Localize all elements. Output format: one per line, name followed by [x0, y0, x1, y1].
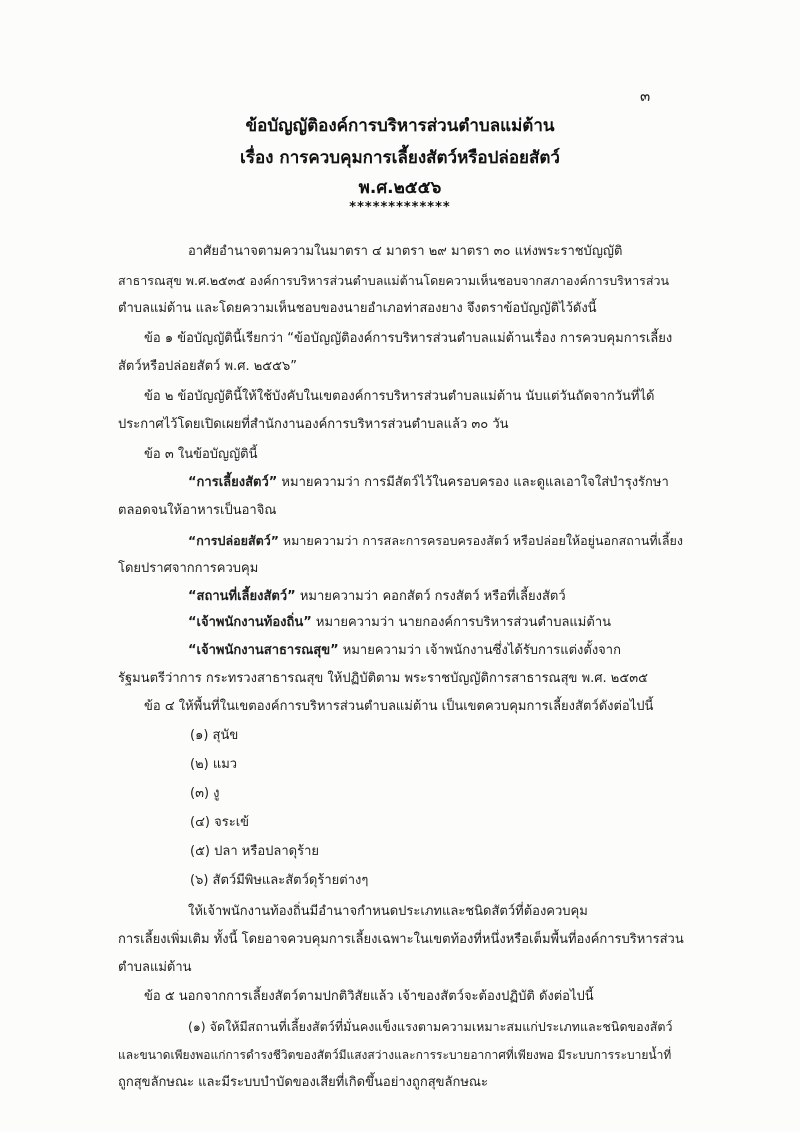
definition-text: หมายความว่า การสละการครอบครองสัตว์ หรือปล่อยให้อยู่นอกสถานที่เลี้ยง	[278, 533, 683, 548]
controlled-animal-item: (๓) งู	[190, 786, 220, 801]
document-subject: เรื่อง การควบคุมการเลี้ยงสัตว์หรือปล่อยสัตว์	[240, 148, 560, 168]
controlled-animal-item: (๔) จระเข้	[190, 815, 250, 830]
definition-term: “เจ้าพนักงานท้องถิ่น”	[188, 615, 312, 630]
section-4-paragraph-line-1: ให้เจ้าพนักงานท้องถิ่นมีอำนาจกำหนดประเภทและชนิดสัตว์ที่ต้องควบคุม	[188, 904, 588, 919]
definition-term: “การเลี้ยงสัตว์”	[188, 475, 278, 490]
controlled-animal-item: (๖) สัตว์มีพิษและสัตว์ดุร้ายต่างๆ	[190, 873, 369, 888]
section-5-item-1-line-3: ถูกสุขลักษณะ และมีระบบบำบัดของเสียที่เกิดขึ้นอย่างถูกสุขลักษณะ	[118, 1075, 488, 1090]
definition-term: “เจ้าพนักงานสาธารณสุข”	[188, 643, 339, 658]
definition-text: หมายความว่า การมีสัตว์ไว้ในครอบครอง และดูแลเอาใจใส่บำรุงรักษา	[277, 475, 669, 490]
definition-animal-release-line-2: โดยปราศจากการควบคุม	[118, 561, 259, 576]
section-2-line-1: ข้อ ๒ ข้อบัญญัตินี้ให้ใช้บังคับในเขตองค์การบริหารส่วนตำบลแม่ต้าน นับแต่วันถัดจากวันที่ได้	[144, 389, 655, 404]
section-2-line-2: ประกาศไว้โดยเปิดเผยที่สำนักงานองค์การบริหารส่วนตำบลแล้ว ๓๐ วัน	[118, 417, 509, 432]
definition-animal-raising	[188, 474, 669, 492]
title-separator: *************	[349, 200, 451, 215]
preamble-line-1: อาศัยอำนาจตามความในมาตรา ๔ มาตรา ๒๙ มาตรา ๓๐ แห่งพระราชบัญญัติ	[188, 244, 623, 259]
preamble-line-2: สาธารณสุข พ.ศ.๒๕๓๕ องค์การบริหารส่วนตำบลแม่ต้านโดยความเห็นชอบจากสภาองค์การบริหารส่วน	[118, 273, 670, 288]
section-5-item-1-line-1: (๑) จัดให้มีสถานที่เลี้ยงสัตว์ที่มั่นคงแข็งแรงตามความเหมาะสมแก่ประเภทและชนิดของสัตว์	[188, 1019, 673, 1034]
definition-text: หมายความว่า นายกองค์การบริหารส่วนตำบลแม่ต้าน	[311, 615, 612, 630]
definition-text: หมายความว่า เจ้าพนักงานซึ่งได้รับการแต่งตั้งจาก	[338, 643, 621, 658]
section-4-heading: ข้อ ๔ ให้พื้นที่ในเขตองค์การบริหารส่วนตำบลแม่ต้าน เป็นเขตควบคุมการเลี้ยงสัตว์ดังต่อไปนี้	[144, 699, 654, 714]
section-5-heading: ข้อ ๕ นอกจากการเลี้ยงสัตว์ตามปกติวิสัยแล้ว เจ้าของสัตว์จะต้องปฏิบัติ ดังต่อไปนี้	[144, 989, 594, 1004]
definition-animal-place	[188, 588, 566, 606]
section-5-item-1-line-2: และขนาดเพียงพอแก่การดำรงชีวิตของสัตว์มีแสงสว่างและการระบายอากาศที่เพียงพอ มีระบบการระบายน้ำที่	[118, 1048, 672, 1062]
page-number: ๓	[640, 87, 651, 105]
document-title: ข้อบัญญัติองค์การบริหารส่วนตำบลแม่ต้าน	[245, 116, 555, 136]
section-4-paragraph-line-3: ตำบลแม่ต้าน	[118, 960, 192, 975]
controlled-animal-item: (๑) สุนัข	[190, 728, 239, 743]
definition-health-officer-line-2: รัฐมนตรีว่าการ กระทรวงสาธารณสุข ให้ปฏิบัติตาม พระราชบัญญัติการสาธารณสุข พ.ศ. ๒๕๓๕	[118, 671, 648, 686]
section-4-paragraph-line-2: การเลี้ยงเพิ่มเติม ทั้งนี้ โดยอาจควบคุมการเลี้ยงเฉพาะในเขตท้องที่หนึ่งหรือเต็มพื้นที่องค์การบริหารส่วน	[118, 932, 684, 947]
definition-animal-raising-line-2: ตลอดจนให้อาหารเป็นอาจิณ	[118, 503, 277, 518]
controlled-animal-item: (๕) ปลา หรือปลาดุร้าย	[190, 844, 319, 859]
definition-local-officer	[188, 614, 611, 632]
definition-text: หมายความว่า คอกสัตว์ กรงสัตว์ หรือที่เลี้ยงสัตว์	[295, 589, 566, 604]
section-3-heading: ข้อ ๓ ในข้อบัญญัตินี้	[144, 447, 258, 462]
section-1-line-2: สัตว์หรือปล่อยสัตว์ พ.ศ. ๒๕๕๖”	[118, 359, 297, 374]
document-year: พ.ศ.๒๕๕๖	[358, 178, 442, 198]
controlled-animal-item: (๒) แมว	[190, 757, 238, 772]
definition-term: “สถานที่เลี้ยงสัตว์”	[188, 589, 296, 604]
definition-term: “การปล่อยสัตว์”	[188, 533, 279, 548]
preamble-line-3: ตำบลแม่ต้าน และโดยความเห็นชอบของนายอำเภอท่าสองยาง จึงตราข้อบัญญัติไว้ดังนี้	[118, 301, 597, 316]
definition-health-officer	[188, 642, 621, 660]
definition-animal-release	[188, 532, 683, 550]
section-1-line-1: ข้อ ๑ ข้อบัญญัตินี้เรียกว่า “ข้อบัญญัติองค์การบริหารส่วนตำบลแม่ต้านเรื่อง การควบคุมการเลี้ยง	[144, 331, 673, 346]
